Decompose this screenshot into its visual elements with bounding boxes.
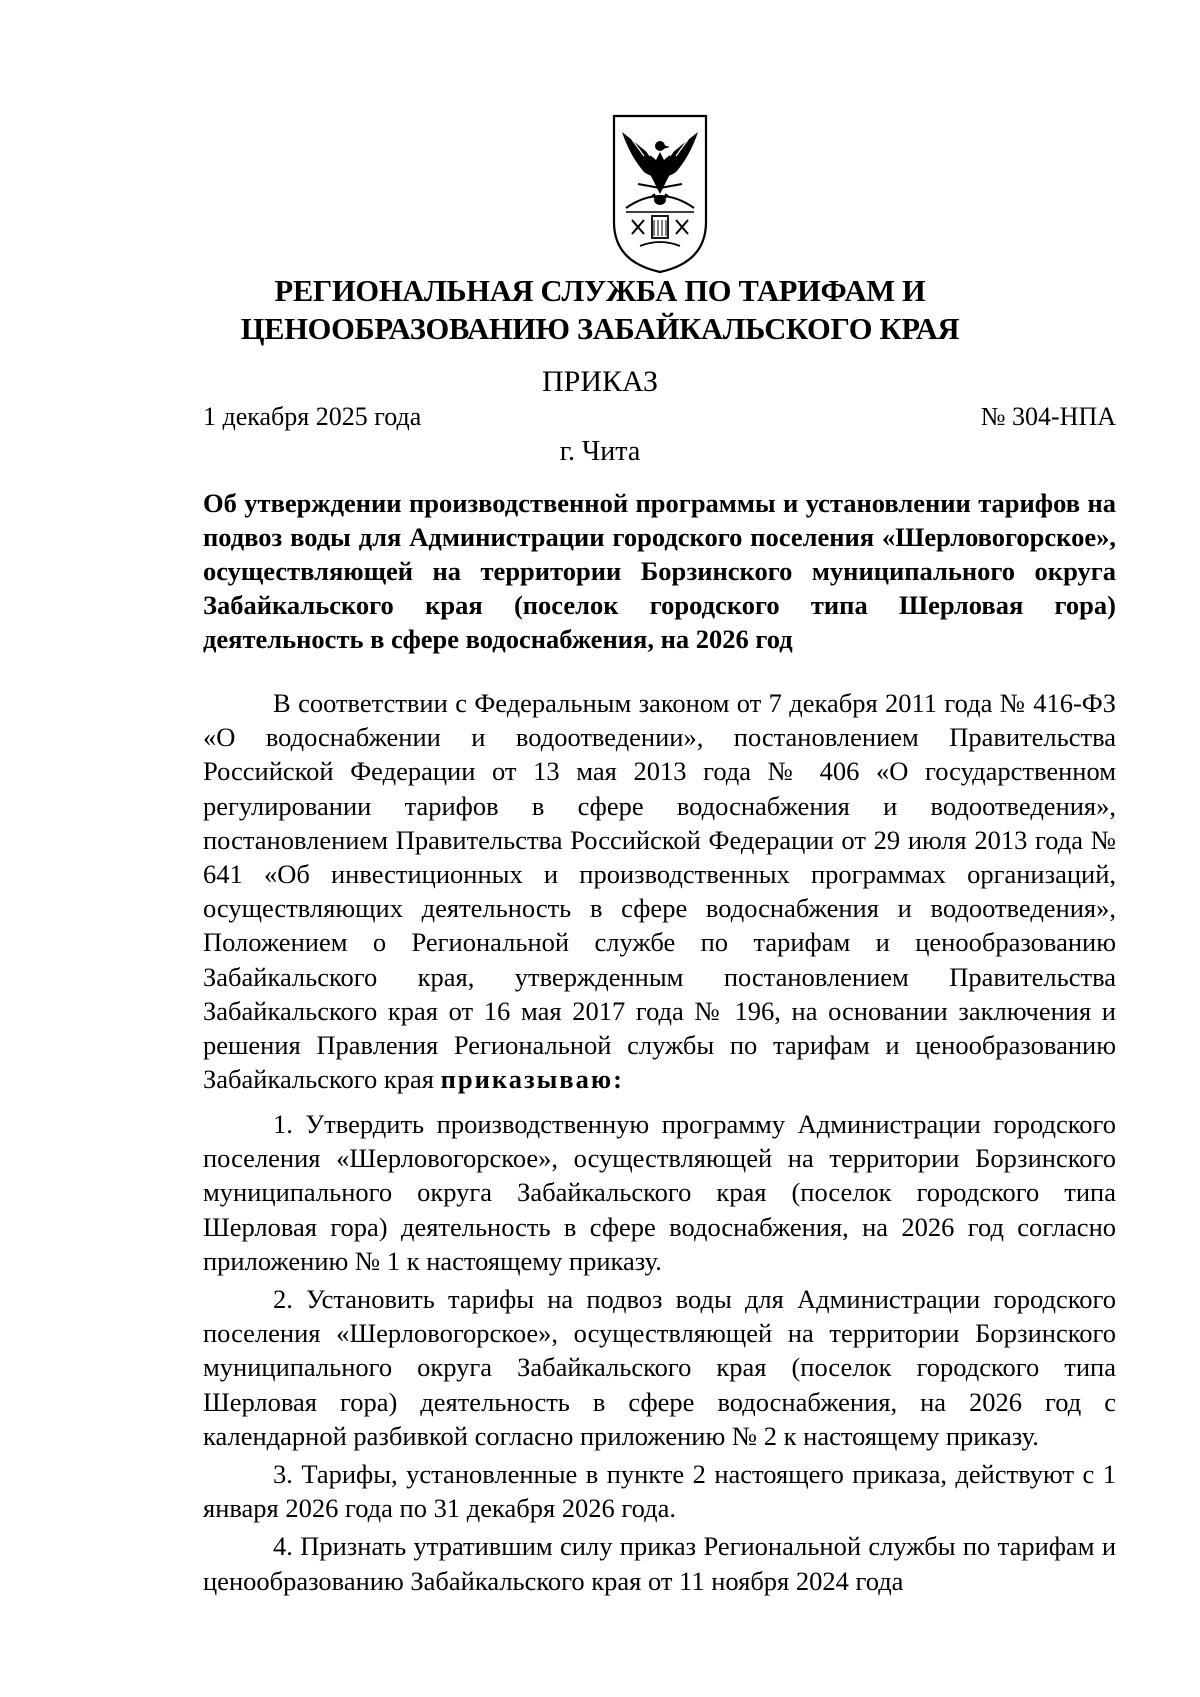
order-item-1: 1. Утвердить производственную программу Администрации городского поселения «Шерловогорское», осуществляющей на территории Борзинского муниципального округа Забайкальского края (поселок городского типа Шерловая гора) деятельность в сфере водоснабжения, на 2026 год согласно приложению № 1 к настоящему приказу. bbox=[203, 1109, 1116, 1276]
order-verb: приказываю: bbox=[440, 1064, 624, 1095]
order-item-3: 3. Тарифы, установленные в пункте 2 настоящего приказа, действуют с 1 января 2026 года по 31 декабря 2026 года. bbox=[203, 1459, 1116, 1524]
order-item-2: 2. Установить тарифы на подвоз воды для Администрации городского поселения «Шерловогорское», осуществляющей на территории Борзинского муниципального округа Забайкальского края (поселок городского типа Шерловая гора) деятельность в сфере водоснабжения, на 2026 год с календарной разбивкой согласно приложению № 2 к настоящему приказу. bbox=[203, 1284, 1116, 1451]
document-heading: Об утверждении производственной программы и установлении тарифов на подвоз воды для Администрации городского поселения «Шерловогорское», осуществляющей на территории Борзинского муниципального округа Забайкальского края (поселок городского типа Шерловая гора) деятельность в сфере водоснабжения, на 2026 год bbox=[203, 488, 1116, 654]
organization-name-line1: РЕГИОНАЛЬНАЯ СЛУЖБА ПО ТАРИФАМ И bbox=[274, 274, 926, 308]
document-type: ПРИКАЗ bbox=[542, 365, 658, 398]
organization-name bbox=[150, 272, 1050, 348]
coat-of-arms-icon bbox=[610, 112, 710, 274]
order-item-4: 4. Признать утратившим силу приказ Региональной службы по тарифам и ценообразованию Забайкальского края от 11 ноября 2024 года bbox=[203, 1531, 1116, 1596]
preamble-text: В соответствии с Федеральным законом от 7 декабря 2011 года № 416-ФЗ «О водоснабжении и водоотведении», постановлением Правительства Российской Федерации от 13 мая 2013 года № 406 «О государственном регулировании тарифов в сфере водоснабжения и водоотведения», постановлением Правительства Российской Федерации от 29 июля 2013 года № 641 «Об инвестиционных и производственных программах организаций, осуществляющих деятельность в сфере водоснабжения и водоотведения», Положением о Региональной службе по тарифам и ценообразованию Забайкальского края, утвержденным постановлением Правительства Забайкальского края от 16 мая 2017 года № 196, на основании заключения и решения Правления Региональной службы по тарифам и ценообразованию Забайкальского края bbox=[203, 688, 1116, 1095]
preamble bbox=[203, 686, 1116, 1096]
document-date: 1 декабря 2025 года bbox=[203, 402, 422, 431]
organization-name-line2: ЦЕНООБРАЗОВАНИЮ ЗАБАЙКАЛЬСКОГО КРАЯ bbox=[240, 312, 960, 346]
order-items bbox=[203, 1107, 1116, 1602]
preamble-paragraph bbox=[203, 686, 1116, 1096]
document-city: г. Чита bbox=[559, 436, 641, 467]
document-number: № 304-НПА bbox=[980, 402, 1116, 431]
